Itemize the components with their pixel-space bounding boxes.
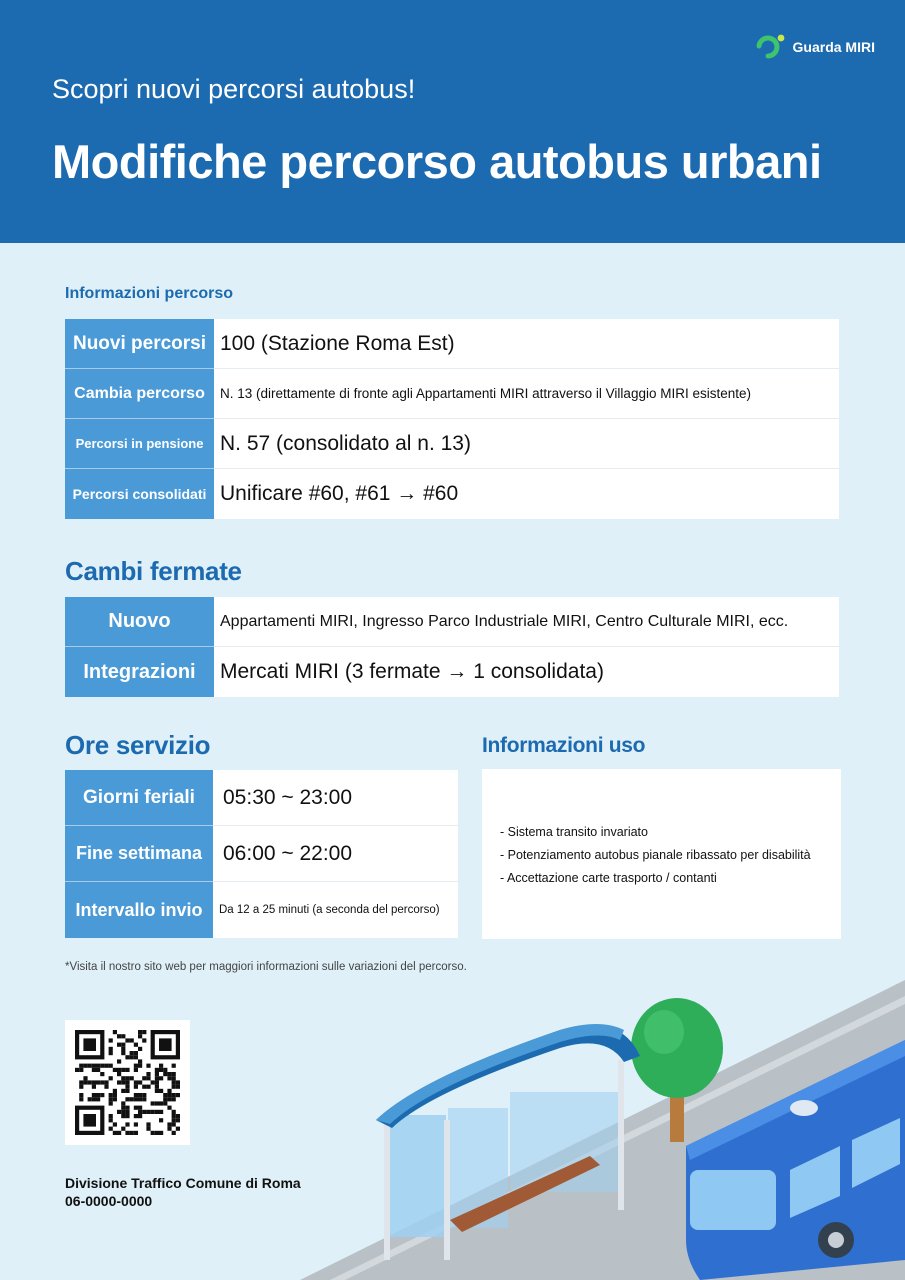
route-info-table [65,319,839,519]
qr-code[interactable] [65,1020,190,1145]
table-row [65,469,839,519]
table-row [65,770,458,826]
usage-list [500,821,841,890]
row-label: Percorsi in pensione [65,419,214,469]
table-row [65,369,839,419]
row-label: Integrazioni [65,647,214,697]
usage-info-box [482,769,841,939]
table-row [65,597,839,647]
header-banner [0,0,905,243]
website-note: *Visita il nostro sito web per maggiori informazioni sulle variazioni del percorso. [65,961,467,973]
organization-name: Divisione Traffico Comune di Roma [65,1175,301,1191]
row-label: Cambia percorso [65,369,214,419]
row-value: 05:30 ~ 23:00 [213,770,458,826]
row-value: Mercati MIRI (3 fermate → 1 consolidata) [214,647,839,697]
table-row [65,419,839,469]
table-row [65,882,458,938]
table-row [65,826,458,882]
row-value: Unificare #60, #61 → #60 [214,469,839,519]
row-label: Intervallo invio [65,882,213,938]
brand-name: Guarda MIRI [792,39,875,55]
qr-code-icon [65,1020,190,1145]
list-item: - Accettazione carte trasporto / contanti [500,871,717,885]
row-value: Da 12 a 25 minuti (a seconda del percorso) [213,882,458,938]
page-title: Modifiche percorso autobus urbani [52,135,822,188]
table-row [65,647,839,697]
row-value: 06:00 ~ 22:00 [213,826,458,882]
page-subtitle: Scopri nuovi percorsi autobus! [52,74,416,104]
row-value: N. 13 (direttamente di fronte agli Appartamenti MIRI attraverso il Villaggio MIRI esistente) [214,369,839,419]
route-info-heading: Informazioni percorso [65,285,234,302]
phone-number: 06-0000-0000 [65,1193,153,1209]
brand-logo-icon [755,34,787,60]
row-label: Nuovi percorsi [65,319,214,369]
row-label: Giorni feriali [65,770,213,826]
row-label: Nuovo [65,597,214,647]
row-value: Appartamenti MIRI, Ingresso Parco Industriale MIRI, Centro Culturale MIRI, ecc. [214,597,839,647]
organization-contact [65,1174,301,1210]
row-value: 100 (Stazione Roma Est) [214,319,839,369]
stop-changes-heading: Cambi fermate [65,556,242,586]
stop-changes-table [65,597,839,697]
table-row [65,319,839,369]
service-hours-heading: Ore servizio [65,730,211,760]
brand [755,34,875,60]
row-label: Fine settimana [65,826,213,882]
usage-info-heading: Informazioni uso [482,734,646,757]
row-value: N. 57 (consolidato al n. 13) [214,419,839,469]
list-item: - Sistema transito invariato [500,825,648,839]
row-label: Percorsi consolidati [65,469,214,519]
list-item: - Potenziamento autobus pianale ribassato per disabilità [500,848,811,862]
service-hours-table [65,770,458,938]
